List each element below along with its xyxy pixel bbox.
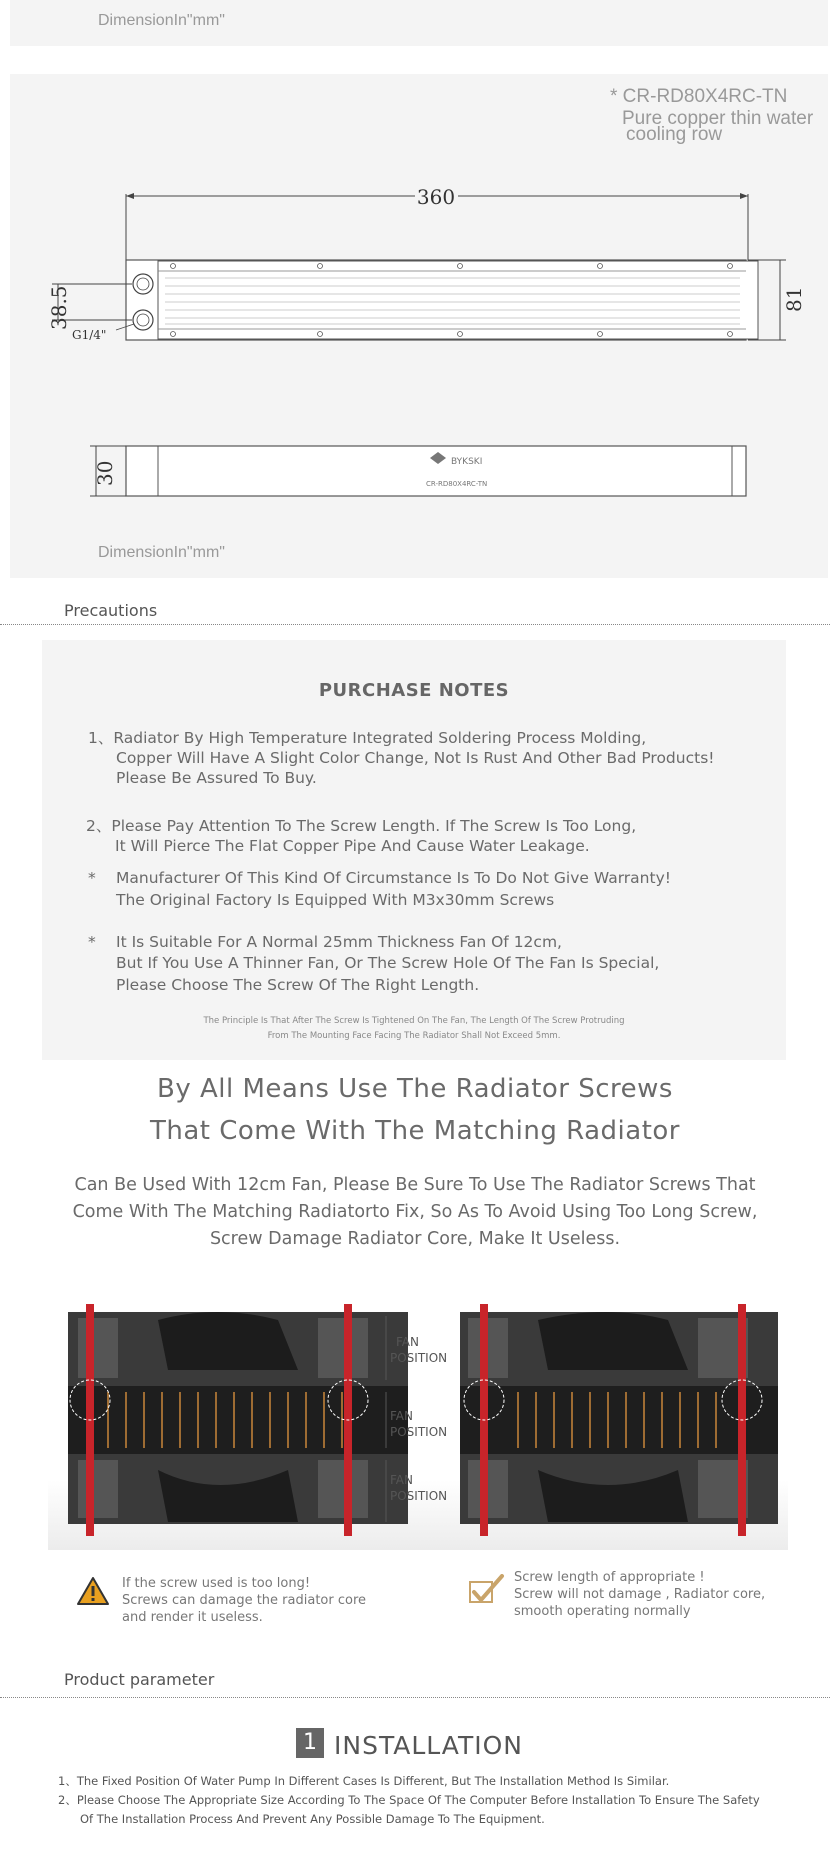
section-divider bbox=[0, 624, 830, 625]
technical-drawing-panel bbox=[10, 74, 828, 578]
section-divider-2 bbox=[0, 1697, 830, 1698]
screw-illustration bbox=[48, 1300, 788, 1550]
left-assembly bbox=[68, 1304, 408, 1536]
installation-line-1: 1、The Fixed Position Of Water Pump In Different Cases Is Different, But The Installation Method Is Similar. bbox=[58, 1774, 670, 1788]
principle-note-line-1: The Principle Is That After The Screw Is Tightened On The Fan, The Length Of The Screw Protruding bbox=[203, 1016, 625, 1026]
fan-position-3-position: POSITION bbox=[390, 1489, 448, 1503]
subtext-line-2: Come With The Matching Radiatorto Fix, So As To Avoid Using Too Long Screw, bbox=[72, 1202, 758, 1222]
checkmark-icon bbox=[466, 1574, 506, 1606]
height-dimension: 81 bbox=[782, 286, 806, 312]
headline-line-2: That Come With The Matching Radiator bbox=[149, 1116, 680, 1146]
length-dimension: 360 bbox=[416, 185, 456, 209]
port-thread-label: G1/4" bbox=[72, 328, 107, 342]
headline-line-1: By All Means Use The Radiator Screws bbox=[157, 1074, 673, 1104]
dimension-label-bottom: DimensionIn"mm" bbox=[98, 544, 225, 561]
fan-position-1-position: POSITION bbox=[390, 1351, 448, 1365]
model-description-line1: Pure copper thin water bbox=[622, 108, 814, 129]
model-code: * CR-RD80X4RC-TN bbox=[610, 86, 788, 107]
radiator-drawing bbox=[10, 74, 828, 578]
installation-line-3: Of The Installation Process And Prevent Any Possible Damage To The Equipment. bbox=[80, 1812, 545, 1826]
note-4-line-1: It Is Suitable For A Normal 25mm Thickness Fan Of 12cm, bbox=[116, 933, 562, 951]
fan-position-2-fan: FAN bbox=[390, 1409, 413, 1423]
precautions-title: Precautions bbox=[64, 601, 158, 620]
note-4-bullet: * bbox=[88, 933, 96, 951]
ok-line-1: Screw length of appropriate ! bbox=[514, 1570, 705, 1585]
top-dimension-strip bbox=[10, 0, 828, 46]
warning-icon bbox=[76, 1576, 110, 1606]
ok-line-3: smooth operating normally bbox=[514, 1604, 691, 1619]
fan-position-2-position: POSITION bbox=[390, 1425, 448, 1439]
side-model-code: CR-RD80X4RC-TN bbox=[426, 480, 488, 488]
note-3-line-2: The Original Factory Is Equipped With M3x30mm Screws bbox=[116, 891, 555, 909]
ok-line-2: Screw will not damage , Radiator core, bbox=[514, 1587, 766, 1602]
purchase-notes-box bbox=[42, 640, 786, 1060]
note-1-line-3: Please Be Assured To Buy. bbox=[116, 769, 317, 787]
note-4-line-2: But If You Use A Thinner Fan, Or The Screw Hole Of The Fan Is Special, bbox=[116, 954, 660, 972]
model-description-line2: cooling row bbox=[626, 124, 723, 145]
dimension-label: DimensionIn"mm" bbox=[98, 12, 225, 29]
warning-line-2: Screws can damage the radiator core bbox=[122, 1593, 367, 1608]
note-2-line-2: It Will Pierce The Flat Copper Pipe And Cause Water Leakage. bbox=[115, 837, 590, 855]
purchase-notes-title: PURCHASE NOTES bbox=[318, 680, 510, 701]
brand-badge: BYKSKI bbox=[451, 457, 483, 467]
fan-position-3-fan: FAN bbox=[390, 1473, 413, 1487]
subtext-line-1: Can Be Used With 12cm Fan, Please Be Sure To Use The Radiator Screws That bbox=[74, 1175, 756, 1195]
installation-title: INSTALLATION bbox=[334, 1731, 523, 1760]
warning-line-1: If the screw used is too long! bbox=[122, 1576, 311, 1591]
warning-line-3: and render it useless. bbox=[122, 1610, 263, 1625]
note-2-line-1: 2、Please Pay Attention To The Screw Length. If The Screw Is Too Long, bbox=[86, 817, 637, 835]
port-spacing-dimension: 38.5 bbox=[47, 285, 71, 330]
note-1-line-2: Copper Will Have A Slight Color Change, Not Is Rust And Other Bad Products! bbox=[116, 749, 715, 767]
note-3-bullet: * bbox=[88, 869, 96, 887]
subtext-line-3: Screw Damage Radiator Core, Make It Useless. bbox=[209, 1229, 621, 1249]
note-3-line-1: Manufacturer Of This Kind Of Circumstance Is To Do Not Give Warranty! bbox=[116, 869, 671, 887]
installation-number-badge: 1 bbox=[296, 1728, 324, 1758]
principle-note-line-2: From The Mounting Face Facing The Radiator Shall Not Exceed 5mm. bbox=[267, 1031, 561, 1041]
fan-position-1-fan: FAN bbox=[396, 1335, 419, 1349]
installation-line-2: 2、Please Choose The Appropriate Size According To The Space Of The Computer Before Installation To Ensure The Safety bbox=[58, 1793, 760, 1807]
note-1-line-1: 1、Radiator By High Temperature Integrated Soldering Process Molding, bbox=[88, 729, 647, 747]
note-4-line-3: Please Choose The Screw Of The Right Length. bbox=[116, 976, 480, 994]
product-parameter-title: Product parameter bbox=[64, 1670, 215, 1689]
thickness-dimension: 30 bbox=[93, 460, 117, 486]
right-assembly bbox=[460, 1304, 778, 1536]
